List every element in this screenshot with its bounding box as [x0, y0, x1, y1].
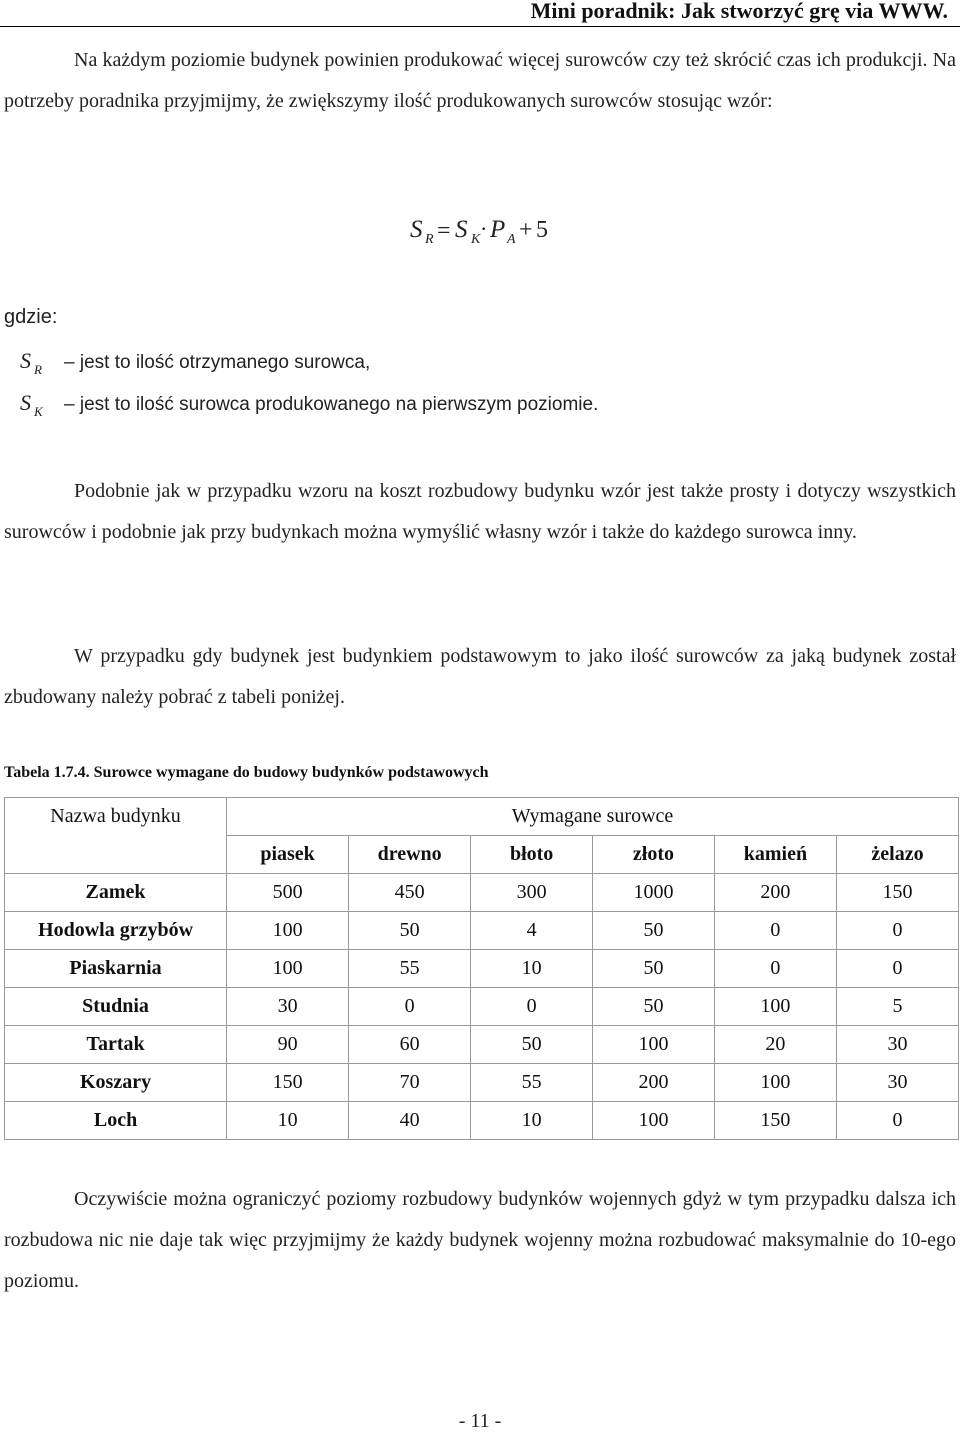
table-cell: 10	[227, 1102, 349, 1140]
page-number: - 11 -	[458, 1410, 502, 1432]
table-cell: 5	[836, 988, 958, 1026]
page-header	[0, 0, 960, 27]
table-cell: 100	[227, 912, 349, 950]
building-name: Studnia	[5, 988, 227, 1026]
paragraph-war-buildings: Oczywiście można ograniczyć poziomy rozbudowy budynków wojennych gdyż w tym przypadku dalsza ich rozbudowa nic nie daje tak więc przyjmijmy że każdy budynek wojenny można rozbudować maksymalnie do 10-ego poziomu.	[4, 1188, 956, 1292]
building-name: Loch	[5, 1102, 227, 1140]
table-cell: 90	[227, 1026, 349, 1064]
table-cell: 100	[714, 1064, 836, 1102]
table-cell: 150	[714, 1102, 836, 1140]
formula-dot: ·	[480, 216, 488, 241]
table-cell: 50	[593, 912, 715, 950]
table-header-row	[5, 798, 959, 836]
header-empty-cell	[5, 836, 227, 874]
formula-equals: =	[437, 218, 451, 244]
def-symbol: S	[20, 390, 31, 415]
header-title: Mini poradnik: Jak stworzyć grę via WWW.	[530, 0, 948, 23]
table-cell: 1000	[593, 874, 715, 912]
paragraph-intro: Na każdym poziomie budynek powinien produkować więcej surowców czy też skrócić czas ich produkcji. Na potrzeby poradnika przyjmijmy, że zwiększymy ilość produkowanych surowców stosując wzór:	[4, 49, 956, 112]
table-cell: 0	[836, 950, 958, 988]
table-row	[5, 950, 959, 988]
formula-plus: +	[519, 217, 533, 243]
formula-p: P	[490, 216, 506, 243]
table-cell: 30	[836, 1064, 958, 1102]
table-row	[5, 912, 959, 950]
formula-five: 5	[536, 217, 548, 243]
building-name: Zamek	[5, 874, 227, 912]
table-row	[5, 1026, 959, 1064]
def-text: – jest to ilość otrzymanego surowca,	[64, 352, 371, 373]
table-cell: 20	[714, 1026, 836, 1064]
table-cell: 200	[593, 1064, 715, 1102]
table-cell: 150	[227, 1064, 349, 1102]
table-cell: 40	[349, 1102, 471, 1140]
building-name: Hodowla grzybów	[5, 912, 227, 950]
table-row	[5, 1064, 959, 1102]
table-cell: 30	[227, 988, 349, 1026]
def-subscript: K	[34, 404, 43, 419]
table-cell: 0	[349, 988, 471, 1026]
table-cell: 0	[836, 1102, 958, 1140]
table-cell: 55	[349, 950, 471, 988]
column-header: błoto	[471, 836, 593, 874]
table-row	[5, 988, 959, 1026]
table-cell: 450	[349, 874, 471, 912]
paragraph-basic-buildings: W przypadku gdy budynek jest budynkiem podstawowym to jako ilość surowców za jaką budynek został zbudowany należy pobrać z tabeli poniżej.	[4, 645, 956, 708]
header-required-resources: Wymagane surowce	[227, 798, 959, 836]
paragraph-similar: Podobnie jak w przypadku wzoru na koszt rozbudowy budynku wzór jest także prosty i dotyczy wszystkich surowców i podobnie jak przy budynkach można wymyślić własny wzór i także do każdego surowca inny.	[4, 480, 956, 543]
table-cell: 300	[471, 874, 593, 912]
table-subheader-row	[5, 836, 959, 874]
definition-row	[0, 348, 960, 388]
table-row	[5, 1102, 959, 1140]
formula-sub-a: A	[507, 232, 516, 247]
column-header: drewno	[349, 836, 471, 874]
building-name: Piaskarnia	[5, 950, 227, 988]
table-cell: 4	[471, 912, 593, 950]
table-cell: 100	[593, 1102, 715, 1140]
header-building-name: Nazwa budynku	[5, 798, 227, 836]
table-cell: 70	[349, 1064, 471, 1102]
building-name: Koszary	[5, 1064, 227, 1102]
table-cell: 30	[836, 1026, 958, 1064]
def-subscript: R	[34, 362, 42, 377]
building-name: Tartak	[5, 1026, 227, 1064]
table-cell: 100	[227, 950, 349, 988]
formula-sub-k: K	[471, 232, 481, 247]
column-header: kamień	[714, 836, 836, 874]
column-header: złoto	[593, 836, 715, 874]
definitions-label: gdzie:	[4, 306, 58, 328]
table-cell: 50	[593, 950, 715, 988]
table-cell: 0	[714, 912, 836, 950]
table-cell: 10	[471, 950, 593, 988]
table-cell: 100	[714, 988, 836, 1026]
resources-table	[4, 797, 959, 1140]
table-cell: 500	[227, 874, 349, 912]
table-row	[5, 874, 959, 912]
table-cell: 50	[593, 988, 715, 1026]
table-cell: 200	[714, 874, 836, 912]
table-cell: 50	[471, 1026, 593, 1064]
table-cell: 0	[836, 912, 958, 950]
formula-s: S	[410, 216, 423, 243]
table-caption: Tabela 1.7.4. Surowce wymagane do budowy budynków podstawowych	[4, 764, 489, 781]
definition-row	[0, 390, 960, 430]
table-cell: 0	[714, 950, 836, 988]
formula-s2: S	[455, 216, 468, 243]
table-cell: 100	[593, 1026, 715, 1064]
def-text: – jest to ilość surowca produkowanego na pierwszym poziomie.	[64, 394, 599, 415]
table-cell: 50	[349, 912, 471, 950]
table-cell: 10	[471, 1102, 593, 1140]
table-cell: 150	[836, 874, 958, 912]
formula	[0, 214, 960, 264]
def-symbol: S	[20, 348, 31, 373]
table-cell: 0	[471, 988, 593, 1026]
column-header: żelazo	[836, 836, 958, 874]
column-header: piasek	[227, 836, 349, 874]
formula-sub-r: R	[425, 232, 434, 247]
table-cell: 55	[471, 1064, 593, 1102]
table-cell: 60	[349, 1026, 471, 1064]
